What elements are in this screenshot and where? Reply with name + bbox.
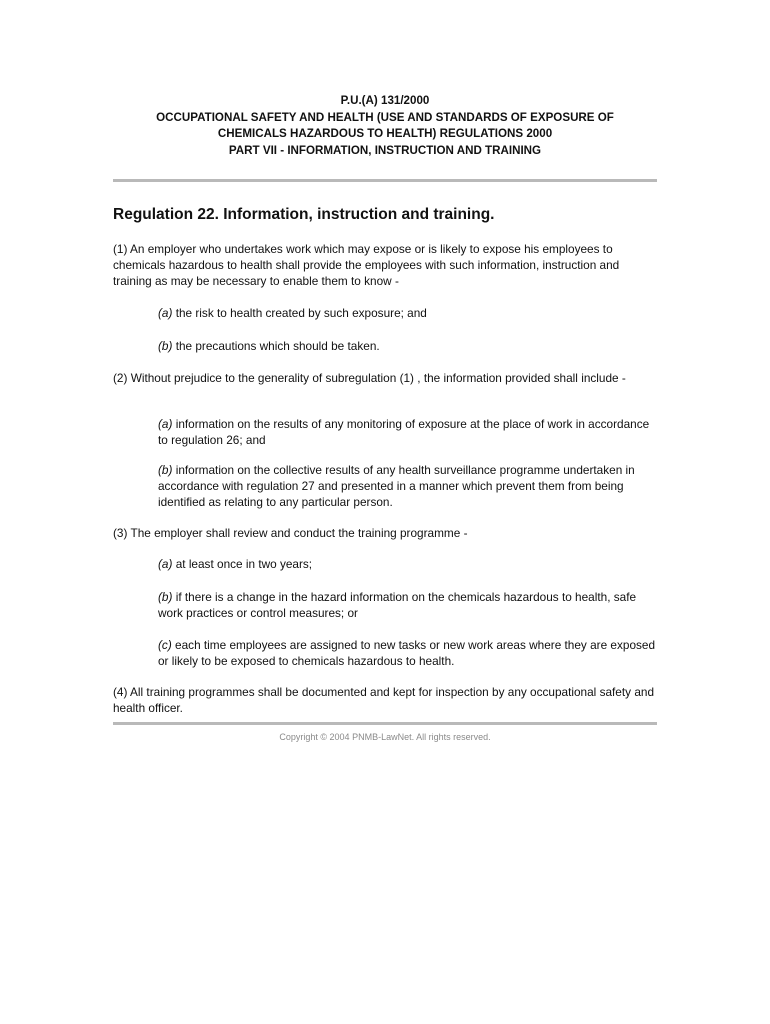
header-citation: P.U.(A) 131/2000 (340, 94, 430, 107)
item-text: information on the results of any monitoring of exposure at the place of work in accordance to regulation 26; and (158, 417, 650, 447)
item-text: at least once in two years; (172, 557, 313, 571)
item-text: if there is a change in the hazard information on the chemicals hazardous to health, safe work practices or control measures; or (158, 590, 637, 620)
item-label: (a) (158, 306, 173, 320)
item-text: the risk to health created by such exposure; and (172, 306, 427, 320)
copyright-notice: Copyright © 2004 PNMB-LawNet. All rights reserved. (279, 732, 491, 742)
paragraph-3-item-a (158, 556, 658, 572)
document-header (113, 93, 657, 159)
document-page (113, 0, 657, 1024)
item-text: each time employees are assigned to new tasks or new work areas where they are exposed or likely to be exposed to chemicals hazardous to health. (158, 638, 656, 668)
regulation-title: Regulation 22. Information, instruction and training. (113, 206, 495, 223)
paragraph-1-item-a (158, 305, 658, 321)
paragraph-2-item-b (158, 462, 658, 510)
item-label: (b) (158, 590, 173, 604)
paragraph-4: (4) All training programmes shall be documented and kept for inspection by any occupational safety and health officer. (113, 685, 655, 715)
paragraph-3: (3) The employer shall review and conduct the training programme - (113, 526, 468, 540)
item-label: (c) (158, 638, 172, 652)
item-text: the precautions which should be taken. (172, 339, 380, 353)
paragraph-2: (2) Without prejudice to the generality of subregulation (1) , the information provided shall include - (113, 371, 626, 385)
item-text: information on the collective results of any health surveillance programme undertaken in accordance with regulation 27 and presented in a manner which prevent them from being identified as relating to any particular person. (158, 463, 635, 509)
top-divider (113, 179, 657, 182)
item-label: (a) (158, 557, 173, 571)
paragraph-2-item-a (158, 416, 658, 448)
header-act-title-line1: OCCUPATIONAL SAFETY AND HEALTH (USE AND STANDARDS OF EXPOSURE OF (156, 110, 614, 124)
item-label: (a) (158, 417, 173, 431)
paragraph-3-item-b (158, 589, 658, 621)
paragraph-1: (1) An employer who undertakes work which may expose or is likely to expose his employees to chemicals hazardous to health shall provide the employees with such information, instruction and training as may be necessary to enable them to know - (113, 242, 620, 288)
header-part-title: PART VII - INFORMATION, INSTRUCTION AND TRAINING (228, 143, 542, 157)
header-act-title-line2: CHEMICALS HAZARDOUS TO HEALTH) REGULATIONS 2000 (217, 127, 553, 140)
item-label: (b) (158, 339, 173, 353)
paragraph-3-item-c (158, 637, 658, 669)
paragraph-1-item-b (158, 338, 658, 354)
item-label: (b) (158, 463, 173, 477)
bottom-divider (113, 722, 657, 725)
